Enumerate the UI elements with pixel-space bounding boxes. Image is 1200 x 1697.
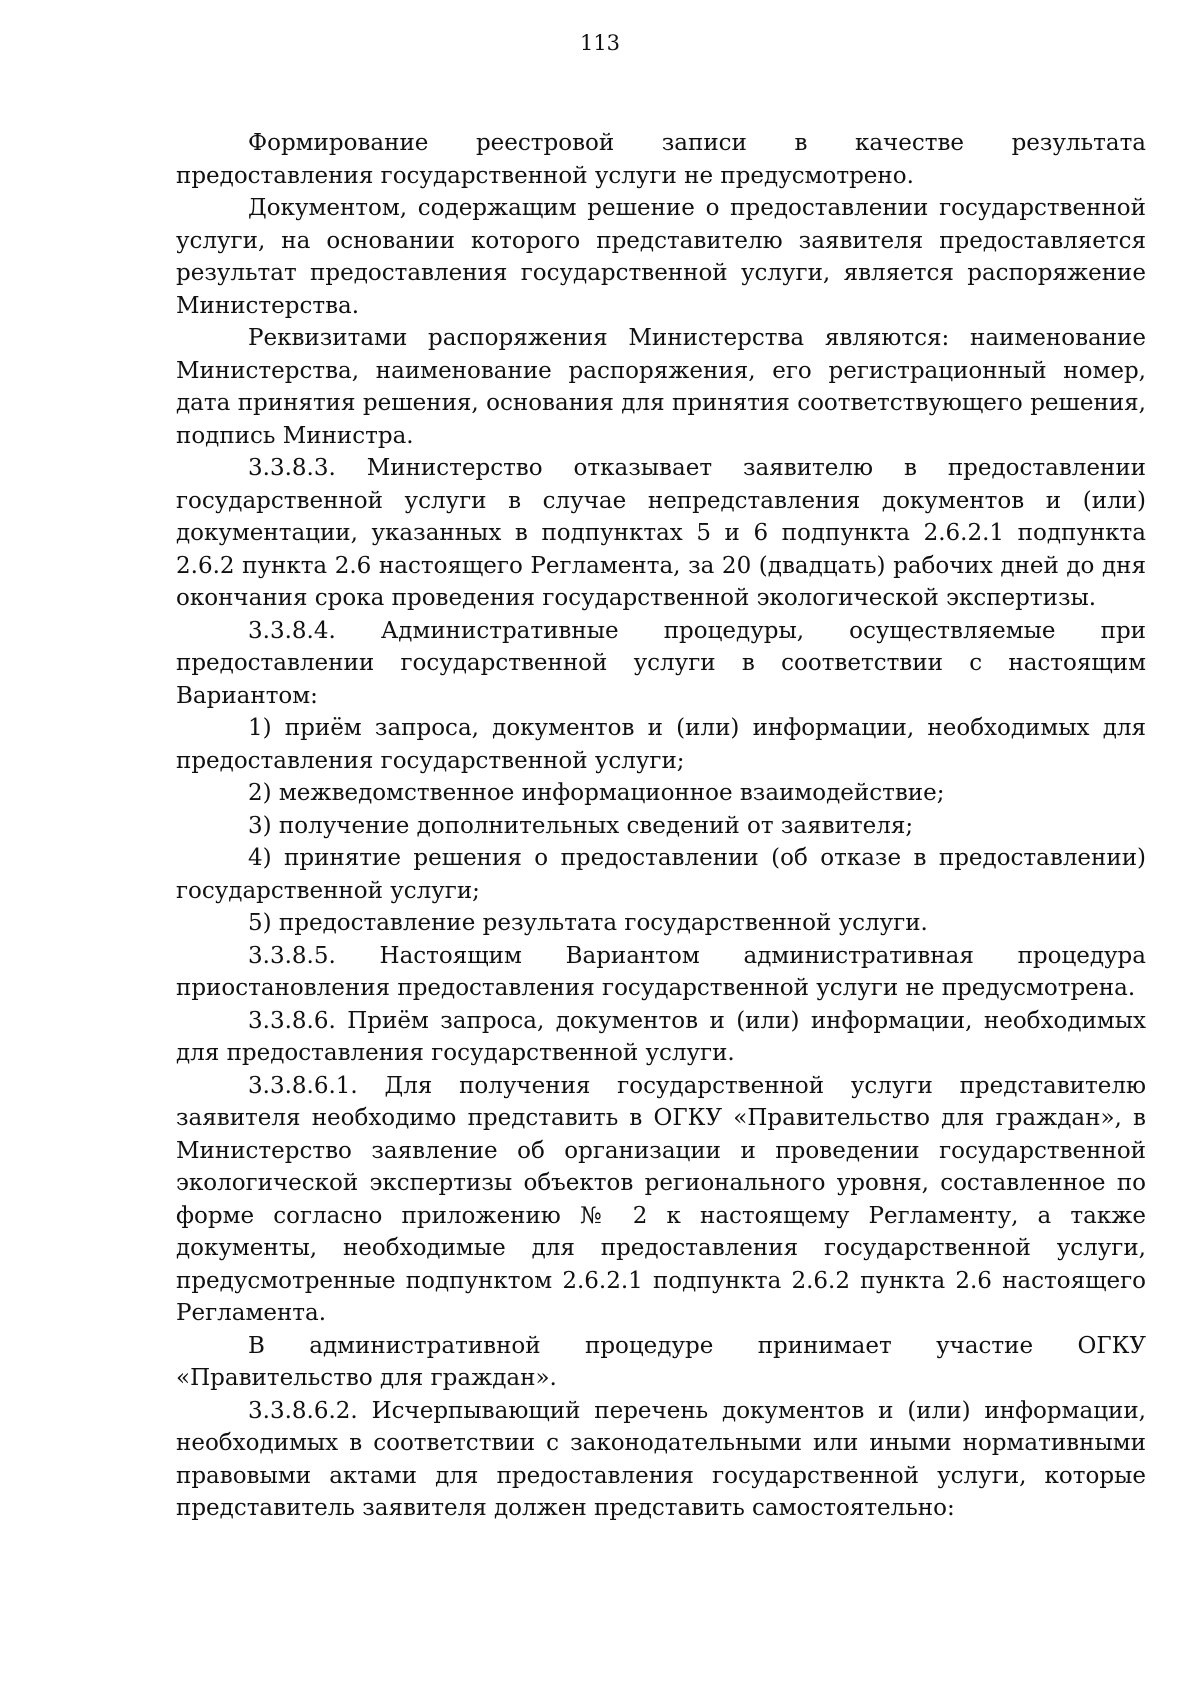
paragraph-3-3-8-6-2: 3.3.8.6.2. Исчерпывающий перечень документов и (или) информации, необходимых в соответствии с законодательными или иными нормативными правовыми актами для предоставления государственной услуги, которые представитель заявителя должен представить самостоятельно:: [176, 1397, 1146, 1521]
list-item-3: 3) получение дополнительных сведений от заявителя;: [248, 812, 914, 839]
document-body: [176, 127, 1146, 1525]
page-number: 113: [579, 31, 621, 55]
paragraph-3-3-8-4: 3.3.8.4. Административные процедуры, осуществляемые при предоставлении государственной услуги в соответствии с настоящим Вариантом:: [176, 617, 1146, 709]
paragraph-registry-record: Формирование реестровой записи в качестве результата предоставления государственной услуги не предусмотрено.: [176, 130, 1146, 189]
list-item-5: 5) предоставление результата государственной услуги.: [248, 910, 928, 936]
list-item-4: 4) принятие решения о предоставлении (об отказе в предоставлении) государственной услуги;: [176, 845, 1146, 904]
paragraph-ogku-participation: В административной процедуре принимает участие ОГКУ «Правительство для граждан».: [176, 1332, 1146, 1391]
paragraph-3-3-8-6: 3.3.8.6. Приём запроса, документов и (или) информации, необходимых для предоставления государственной услуги.: [176, 1007, 1146, 1066]
list-item-1: 1) приём запроса, документов и (или) информации, необходимых для предоставления государственной услуги;: [176, 715, 1146, 774]
paragraph-order-requisites: Реквизитами распоряжения Министерства являются: наименование Министерства, наименование распоряжения, его регистрационный номер, дата принятия решения, основания для принятия соответствующего решения, подпись Министра.: [176, 325, 1146, 449]
paragraph-3-3-8-3: 3.3.8.3. Министерство отказывает заявителю в предоставлении государственной услуги в случае непредставления документов и (или) документации, указанных в подпунктах 5 и 6 подпункта 2.6.2.1 подпункта 2.6.2 пункта 2.6 настоящего Регламента, за 20 (двадцать) рабочих дней до дня окончания срока проведения государственной экологической экспертизы.: [176, 455, 1146, 611]
paragraph-3-3-8-6-1: 3.3.8.6.1. Для получения государственной услуги представителю заявителя необходимо представить в ОГКУ «Правительство для граждан», в Министерство заявление об организации и проведении государственной экологической экспертизы объектов регионального уровня, составленное по форме согласно приложению № 2 к настоящему Регламенту, а также документы, необходимые для предоставления государственной услуги, предусмотренные подпунктом 2.6.2.1 подпункта 2.6.2 пункта 2.6 настоящего Регламента.: [176, 1072, 1146, 1326]
paragraph-3-3-8-5: 3.3.8.5. Настоящим Вариантом административная процедура приостановления предоставления государственной услуги не предусмотрена.: [176, 942, 1146, 1001]
list-item-2: 2) межведомственное информационное взаимодействие;: [248, 780, 945, 806]
paragraph-decision-document: Документом, содержащим решение о предоставлении государственной услуги, на основании которого представителю заявителя предоставляется результат предоставления государственной услуги, является распоряжение Министерства.: [176, 195, 1146, 319]
